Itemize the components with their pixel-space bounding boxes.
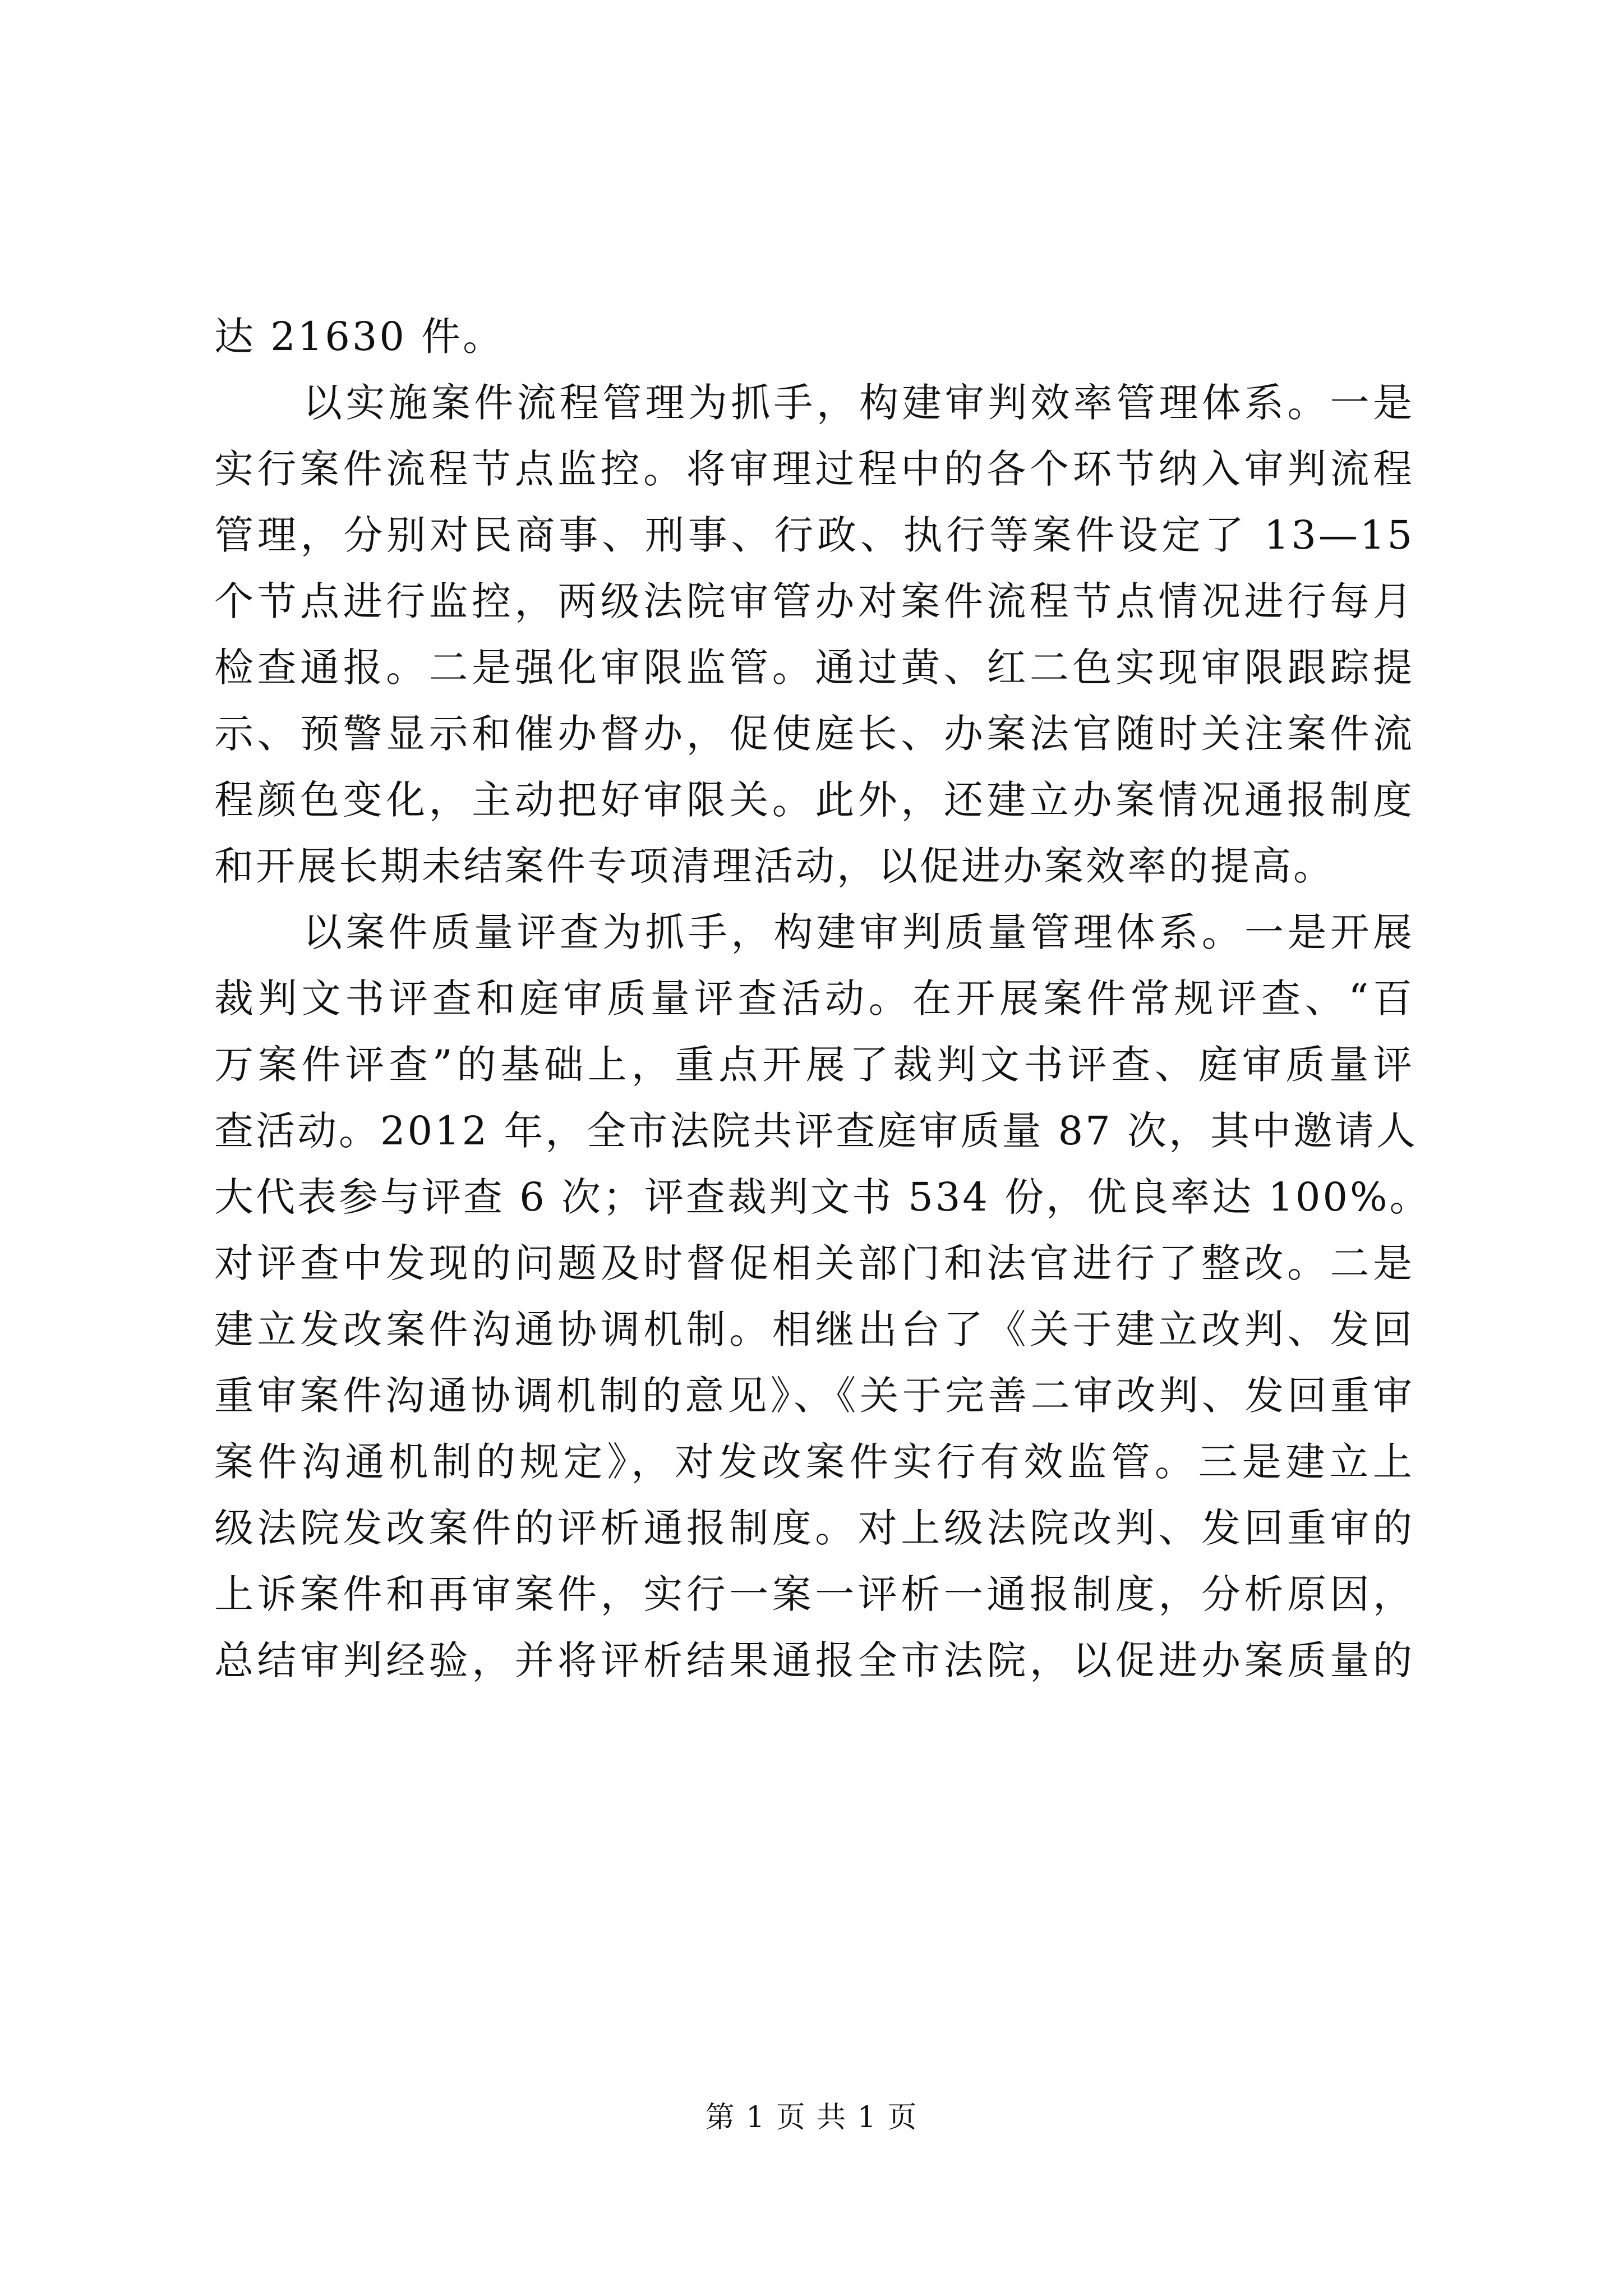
page-number-footer: 第 1 页 共 1 页 [705,2101,918,2134]
text-line: 案件沟通机制的规定》，对发改案件实行有效监管。三是建立上 [214,1439,1414,1485]
text-line: 大代表参与评查 6 次；评查裁判文书 534 份，优良率达 100%。 [214,1174,1431,1220]
text-line: 裁判文书评查和庭审质量评查活动。在开展案件常规评查、“百 [214,976,1414,1022]
text-line: 和开展长期未结案件专项清理活动，以促进办案效率的提高。 [214,843,1335,889]
text-line: 检查通报。二是强化审限监管。通过黄、红二色实现审限跟踪提 [214,645,1414,691]
text-line: 以实施案件流程管理为抓手，构建审判效率管理体系。一是 [303,380,1414,426]
text-line: 程颜色变化，主动把好审限关。此外，还建立办案情况通报制度 [214,777,1414,823]
text-line: 达 21630 件。 [214,314,505,360]
text-line: 总结审判经验，并将评析结果通报全市法院，以促进办案质量的 [214,1637,1414,1683]
text-line: 实行案件流程节点监控。将审理过程中的各个环节纳入审判流程 [214,446,1414,492]
text-line: 对评查中发现的问题及时督促相关部门和法官进行了整改。二是 [214,1240,1414,1286]
text-line: 个节点进行监控，两级法院审管办对案件流程节点情况进行每月 [214,578,1414,624]
text-line: 示、预警显示和催办督办，促使庭长、办案法官随时关注案件流 [214,711,1414,757]
text-line: 管理，分别对民商事、刑事、行政、执行等案件设定了 13—15 [214,512,1414,558]
text-line: 查活动。2012 年，全市法院共评查庭审质量 87 次，其中邀请人 [214,1108,1418,1154]
text-line: 重审案件沟通协调机制的意见》、《关于完善二审改判、发回重审 [214,1373,1414,1419]
text-line: 以案件质量评查为抓手，构建审判质量管理体系。一是开展 [303,909,1414,955]
text-line: 上诉案件和再审案件，实行一案一评析一通报制度，分析原因， [214,1571,1414,1617]
text-line: 万案件评查”的基础上，重点开展了裁判文书评查、庭审质量评 [214,1042,1414,1088]
text-line: 建立发改案件沟通协调机制。相继出台了《关于建立改判、发回 [214,1306,1414,1352]
text-line: 级法院发改案件的评析通报制度。对上级法院改判、发回重审的 [214,1505,1414,1551]
